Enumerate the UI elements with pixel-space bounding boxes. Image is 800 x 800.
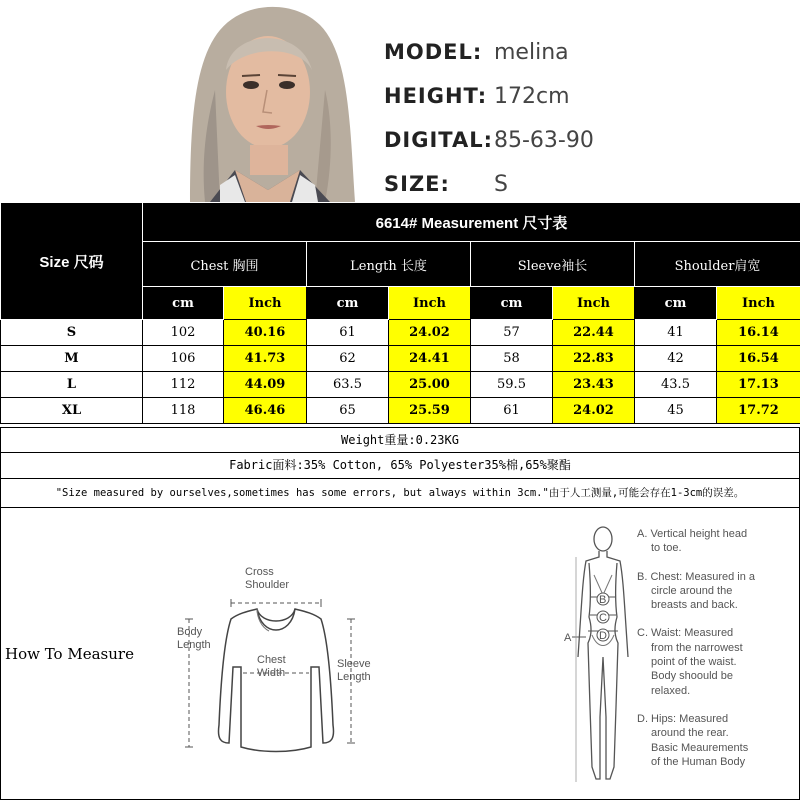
note-line: circle around the xyxy=(651,584,733,597)
unit-inch: Inch xyxy=(389,287,471,320)
note-head: A. Vertical height head xyxy=(637,528,748,540)
size-label: SIZE: xyxy=(384,172,450,196)
height-label: HEIGHT: xyxy=(384,84,488,108)
note-line: point of the waist. xyxy=(651,656,737,669)
table-row xyxy=(1,398,800,424)
marker-c: C xyxy=(599,612,607,624)
shoulder-cm-cell: 42 xyxy=(635,346,717,372)
note-head: D. Hips: Measured xyxy=(637,712,729,725)
model-photo xyxy=(150,0,380,202)
model-value: melina xyxy=(494,39,569,65)
length-cm-cell: 63.5 xyxy=(307,372,389,398)
chest-inch-cell: 44.09 xyxy=(224,372,307,398)
size-row xyxy=(384,162,594,206)
model-name-row xyxy=(384,30,594,74)
digital-row xyxy=(384,118,594,162)
shoulder-inch-cell: 17.72 xyxy=(717,398,800,424)
shoulder-inch-cell: 16.54 xyxy=(717,346,800,372)
size-cell: L xyxy=(1,372,143,398)
note-line: around the rear. xyxy=(651,727,729,740)
size-cell: XL xyxy=(1,398,143,424)
body-diagram xyxy=(556,517,636,797)
chest-width-label: Chest xyxy=(257,654,286,666)
measurement-notes xyxy=(637,527,797,783)
length-cm-cell: 62 xyxy=(307,346,389,372)
table-row xyxy=(1,320,800,346)
table-row xyxy=(1,346,800,372)
weight-info: Weight重量:0.23KG xyxy=(0,427,800,453)
size-cell: M xyxy=(1,346,143,372)
length-header: Length 长度 xyxy=(307,242,471,287)
how-to-measure-label: How To Measure xyxy=(5,645,134,663)
sweater-diagram xyxy=(161,547,391,777)
chest-width-label: Width xyxy=(257,667,286,679)
shoulder-header: Shoulder肩宽 xyxy=(635,242,800,287)
unit-inch: Inch xyxy=(553,287,635,320)
chest-cm-cell: 118 xyxy=(143,398,224,424)
note-head: C. Waist: Measured xyxy=(637,627,734,640)
shoulder-inch-cell: 17.13 xyxy=(717,372,800,398)
shoulder-inch-cell: 16.14 xyxy=(717,320,800,346)
note-line: Body shoould be xyxy=(651,670,733,683)
shoulder-cm-cell: 45 xyxy=(635,398,717,424)
note-line: to toe. xyxy=(651,542,682,555)
sleeve-length-label: Sleeve xyxy=(337,658,371,670)
note-line: Basic Meaurements xyxy=(651,741,749,754)
unit-cm: cm xyxy=(307,287,389,320)
chest-cm-cell: 106 xyxy=(143,346,224,372)
cross-shoulder-label: Cross xyxy=(245,566,274,578)
note-line: breasts and back. xyxy=(651,599,738,612)
shoulder-cm-cell: 43.5 xyxy=(635,372,717,398)
sleeve-cm-cell: 61 xyxy=(471,398,553,424)
unit-inch: Inch xyxy=(717,287,800,320)
note-line: of the Human Body xyxy=(651,755,746,768)
unit-cm: cm xyxy=(471,287,553,320)
model-label: MODEL: xyxy=(384,40,483,64)
size-value: S xyxy=(494,171,508,197)
chest-inch-cell: 41.73 xyxy=(224,346,307,372)
sleeve-cm-cell: 58 xyxy=(471,346,553,372)
length-inch-cell: 25.00 xyxy=(389,372,471,398)
sleeve-cm-cell: 59.5 xyxy=(471,372,553,398)
measurement-disclaimer: "Size measured by ourselves,sometimes has some errors, but always within 3cm."由于人工测量,可能会存在1-3cm的误差。 xyxy=(0,478,800,508)
sleeve-inch-cell: 22.83 xyxy=(553,346,635,372)
marker-a: A xyxy=(564,632,572,644)
sleeve-header: Sleeve袖长 xyxy=(471,242,635,287)
chest-inch-cell: 40.16 xyxy=(224,320,307,346)
digital-label: DIGITAL: xyxy=(384,128,494,152)
note-head: B. Chest: Measured in a xyxy=(637,570,756,583)
note-line: relaxed. xyxy=(651,684,691,697)
height-value: 172cm xyxy=(494,83,570,109)
digital-value: 85-63-90 xyxy=(494,127,594,153)
model-section xyxy=(0,0,800,202)
sleeve-cm-cell: 57 xyxy=(471,320,553,346)
shoulder-cm-cell: 41 xyxy=(635,320,717,346)
table-row xyxy=(1,372,800,398)
size-cell: S xyxy=(1,320,143,346)
chest-header: Chest 胸围 xyxy=(143,242,307,287)
how-to-measure-section xyxy=(0,507,800,800)
model-info xyxy=(384,30,594,206)
chest-inch-cell: 46.46 xyxy=(224,398,307,424)
sleeve-inch-cell: 22.44 xyxy=(553,320,635,346)
size-table xyxy=(0,202,800,424)
fabric-info: Fabric面料:35% Cotton, 65% Polyester35%棉,65%聚酯 xyxy=(0,452,800,479)
sleeve-inch-cell: 23.43 xyxy=(553,372,635,398)
body-length-label: Length xyxy=(177,639,211,651)
length-cm-cell: 61 xyxy=(307,320,389,346)
cross-shoulder-label: Shoulder xyxy=(245,579,290,591)
note-b xyxy=(637,570,797,613)
sleeve-inch-cell: 24.02 xyxy=(553,398,635,424)
height-row xyxy=(384,74,594,118)
chest-cm-cell: 102 xyxy=(143,320,224,346)
note-d xyxy=(637,712,797,769)
length-inch-cell: 24.41 xyxy=(389,346,471,372)
table-title: 6614# Measurement 尺寸表 xyxy=(143,203,800,242)
note-a xyxy=(637,527,797,556)
marker-b: B xyxy=(599,594,607,606)
sleeve-length-label: Length xyxy=(337,671,371,683)
length-inch-cell: 25.59 xyxy=(389,398,471,424)
note-c xyxy=(637,626,797,697)
note-line: from the narrowest xyxy=(651,641,743,654)
length-cm-cell: 65 xyxy=(307,398,389,424)
size-column-header: Size 尺码 xyxy=(1,203,143,320)
unit-cm: cm xyxy=(635,287,717,320)
body-length-label: Body xyxy=(177,626,203,638)
length-inch-cell: 24.02 xyxy=(389,320,471,346)
unit-inch: Inch xyxy=(224,287,307,320)
chest-cm-cell: 112 xyxy=(143,372,224,398)
unit-cm: cm xyxy=(143,287,224,320)
marker-d: D xyxy=(599,630,607,642)
